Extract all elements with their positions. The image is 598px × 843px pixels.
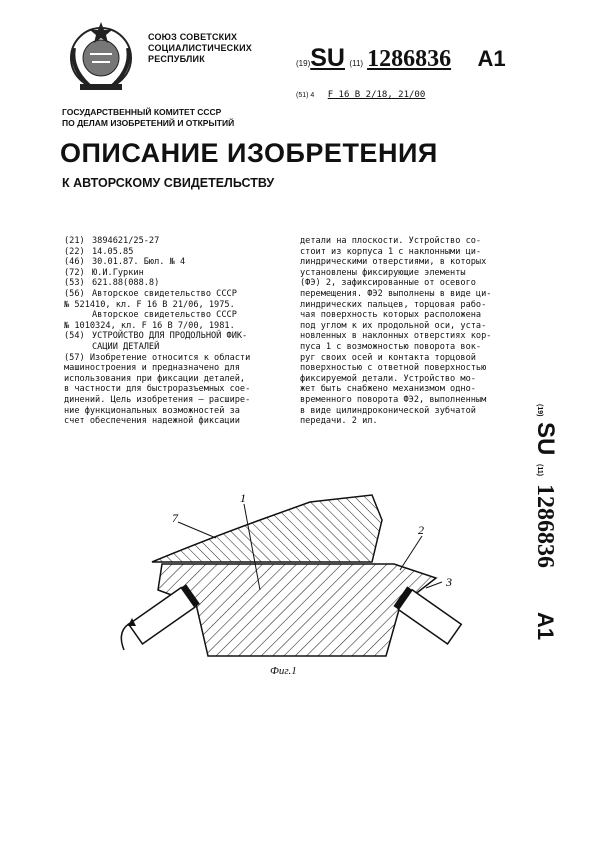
abstract-line: (57) Изобретение относится к области [64, 352, 251, 363]
biblio-text: 14.05.85 [92, 246, 134, 257]
abstract-line: новленных в наклонных отверстиях кор- [300, 331, 492, 342]
biblio-code: (22) [64, 246, 85, 257]
biblio-row [64, 310, 292, 321]
bibliographic-data [64, 236, 292, 427]
label-2: 2 [418, 523, 424, 537]
tag-19: (19) [296, 59, 311, 68]
ipc-classification [296, 90, 425, 100]
abstract-line: счет обеспечения надежной фиксации [64, 416, 240, 427]
abstract-line: временного поворота ФЭ2, выполненным [300, 394, 487, 405]
abstract-line: линдрических пальцев, торцовая рабо- [300, 299, 487, 310]
abstract-line: использования при фиксации деталей, [64, 373, 246, 384]
org-name [148, 32, 252, 65]
biblio-row [64, 278, 292, 289]
label-7: 7 [172, 511, 178, 525]
kind-code: A1 [477, 46, 506, 71]
abstract-line: чая поверхность которых расположена [300, 310, 482, 321]
biblio-row [64, 331, 292, 342]
biblio-row [64, 321, 292, 332]
abstract-line: поверхностью с ответной поверхностью [300, 363, 487, 374]
label-1: 1 [240, 491, 246, 505]
abstract-part-1 [64, 353, 292, 427]
biblio-code: (53) [64, 278, 85, 289]
ipc-value: F 16 B 2/18, 21/00 [327, 90, 426, 100]
publication-number [296, 44, 506, 73]
body-1 [158, 564, 436, 656]
abstract-line: динений. Цель изобретения – расшире- [64, 394, 251, 405]
abstract-line: машиностроения и предназначено для [64, 363, 240, 374]
biblio-code: (46) [64, 257, 85, 268]
biblio-code: (21) [64, 236, 85, 246]
biblio-row [64, 236, 292, 247]
biblio-text: 30.01.87. Бюл. № 4 [92, 257, 186, 268]
biblio-text: САЦИИ ДЕТАЛЕЙ [92, 341, 160, 352]
abstract-line: перемещения. ФЭ2 выполнены в виде ци- [300, 288, 492, 299]
biblio-row [64, 300, 292, 311]
biblio-row [64, 268, 292, 279]
org-line: РЕСПУБЛИК [148, 54, 205, 64]
abstract-line: ние функциональных возможностей за [64, 405, 240, 416]
abstract-line: фиксируемой детали. Устройство мо- [300, 373, 476, 384]
side-number: 1286836 [532, 484, 558, 568]
committee-line: ГОСУДАРСТВЕННЫЙ КОМИТЕТ СССР [62, 107, 222, 117]
part-7 [152, 495, 382, 562]
abstract-line: стоит из корпуса 1 с наклонными ци- [300, 246, 482, 257]
side-patent-number [528, 400, 568, 670]
abstract-line: детали на плоскости. Устройство со- [300, 236, 482, 246]
abstract-line: в частности для быстроразъемных сое- [64, 384, 251, 395]
biblio-text: УСТРОЙСТВО ДЛЯ ПРОДОЛЬНОЙ ФИК- [92, 331, 248, 342]
committee [62, 107, 234, 129]
side-country: SU [532, 422, 559, 456]
biblio-code: (56) [64, 288, 85, 299]
abstract-part-2 [300, 236, 528, 427]
country-code: SU [310, 44, 345, 72]
biblio-text: 3894621/25-27 [92, 236, 160, 246]
document-title: ОПИСАНИЕ ИЗОБРЕТЕНИЯ [60, 138, 438, 168]
org-line: СОЮЗ СОВЕТСКИХ [148, 32, 238, 42]
abstract-line: передачи. 2 ил. [300, 416, 378, 427]
biblio-row [64, 289, 292, 300]
document-subtitle: К АВТОРСКОМУ СВИДЕТЕЛЬСТВУ [62, 176, 275, 190]
abstract-line: линдрическими отверстиями, в которых [300, 257, 487, 268]
biblio-text: Авторское свидетельство СССР [92, 310, 237, 321]
side-tag-11: (11) [536, 464, 543, 477]
abstract-line: под углом к их продольной оси, уста- [300, 320, 487, 331]
org-line: СОЦИАЛИСТИЧЕСКИХ [148, 43, 252, 53]
biblio-text: Авторское свидетельство СССР [92, 288, 237, 299]
side-kind: A1 [533, 612, 558, 641]
biblio-text: № 1010324, кл. F 16 В 7/00, 1981. [64, 320, 235, 331]
biblio-row [64, 247, 292, 258]
abstract-line: пуса 1 с возможностью поворота вок- [300, 341, 482, 352]
biblio-row [64, 257, 292, 268]
ussr-emblem-icon [62, 18, 140, 96]
committee-line: ПО ДЕЛАМ ИЗОБРЕТЕНИЙ И ОТКРЫТИЙ [62, 118, 235, 128]
abstract-line: (ФЭ) 2, зафиксированные от осевого [300, 278, 476, 289]
biblio-code: (54) [64, 331, 85, 342]
ipc-tag: (51) 4 [296, 92, 315, 99]
right-pin [393, 586, 461, 644]
side-tag-19: (19) [536, 404, 543, 417]
abstract-line: жет быть снабжено механизмом одно- [300, 384, 476, 395]
patent-number: 1286836 [367, 46, 452, 72]
biblio-text: 621.88(088.8) [92, 278, 160, 289]
biblio-text: Ю.И.Гуркин [92, 267, 144, 278]
abstract-line: в виде цилиндроконической зубчатой [300, 405, 476, 416]
figure-1-drawing [110, 490, 470, 680]
abstract-line: руг своих осей и контакта торцовой [300, 352, 476, 363]
figure-caption: Фиг.1 [270, 665, 297, 677]
biblio-row [64, 342, 292, 353]
tag-11: (11) [349, 59, 364, 68]
biblio-code: (72) [64, 267, 85, 278]
label-3: 3 [446, 575, 452, 589]
biblio-text: № 521410, кл. F 16 В 21/06, 1975. [64, 299, 235, 310]
abstract-line: установлены фиксирующие элементы [300, 267, 466, 278]
